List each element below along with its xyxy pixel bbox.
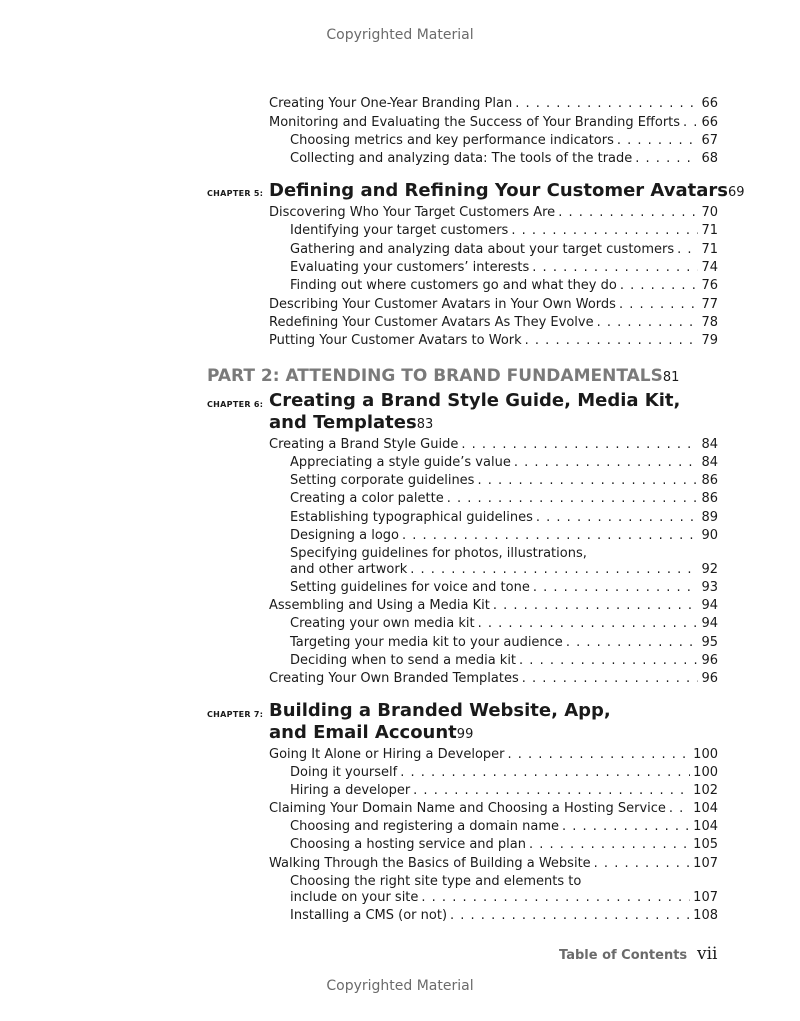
- toc-entry[interactable]: Going It Alone or Hiring a Developer . . . 100: [269, 746, 718, 764]
- toc-entry[interactable]: Redefining Your Customer Avatars As They Evolve . . . 78: [269, 314, 718, 332]
- toc-entry[interactable]: Deciding when to send a media kit . . . 96: [290, 652, 718, 670]
- toc-entry[interactable]: Installing a CMS (or not) . . . 108: [290, 907, 718, 925]
- toc-entry[interactable]: Appreciating a style guide’s value . . . 84: [290, 454, 718, 472]
- toc-entry[interactable]: [269, 95, 718, 113]
- chapter-page: 83: [416, 417, 434, 432]
- page-number: vii: [697, 944, 718, 964]
- entry-title: Collecting and analyzing data: The tools of the trade: [290, 151, 633, 166]
- toc-entry[interactable]: include on your site . . . 107: [290, 889, 718, 907]
- chapter-5-title[interactable]: Defining and Refining Your Customer Avatars 69: [269, 180, 718, 204]
- toc-entry[interactable]: [290, 132, 718, 150]
- chapter-7-title-line2[interactable]: and Email Account 99: [269, 722, 718, 746]
- dot-leader: [683, 114, 698, 132]
- chapter-6-title-line2[interactable]: and Templates 83: [269, 412, 718, 436]
- watermark-bottom: Copyrighted Material: [326, 978, 474, 994]
- toc-entry[interactable]: Targeting your media kit to your audience . . . 95: [290, 634, 718, 652]
- toc-entry-line1[interactable]: Choosing the right site type and elements to: [290, 874, 582, 889]
- chapter-6-label: CHAPTER 6:: [207, 400, 264, 409]
- toc-entry[interactable]: Gathering and analyzing data about your target customers . . . 71: [290, 241, 718, 259]
- chapter-page: 99: [456, 727, 474, 742]
- chapter-page: 69: [727, 185, 745, 200]
- entry-page: 67: [701, 133, 718, 148]
- dot-leader: [515, 95, 698, 113]
- toc-entry[interactable]: Discovering Who Your Target Customers Are . . . 70: [269, 204, 718, 222]
- part-2-heading[interactable]: PART 2: ATTENDING TO BRAND FUNDAMENTALS 81: [207, 366, 680, 386]
- toc-entry[interactable]: Claiming Your Domain Name and Choosing a Hosting Service . . . 104: [269, 800, 718, 818]
- dot-leader: [635, 150, 698, 168]
- toc-entry[interactable]: Evaluating your customers’ interests . . . 74: [290, 259, 718, 277]
- toc-entry[interactable]: Hiring a developer . . . 102: [290, 782, 718, 800]
- toc-entry[interactable]: Creating your own media kit . . . 94: [290, 615, 718, 633]
- chapter-5-label: CHAPTER 5:: [207, 189, 264, 198]
- toc-entry[interactable]: Putting Your Customer Avatars to Work . . . 79: [269, 332, 718, 350]
- toc-entry[interactable]: Setting guidelines for voice and tone . . . 93: [290, 579, 718, 597]
- toc-entry[interactable]: Walking Through the Basics of Building a Website . . . 107: [269, 855, 718, 873]
- toc-entry[interactable]: Designing a logo . . . 90: [290, 527, 718, 545]
- running-footer-label: Table of Contents: [559, 948, 688, 963]
- chapter-7-title-line1[interactable]: Building a Branded Website, App,: [269, 700, 611, 721]
- toc-entry[interactable]: Creating Your Own Branded Templates . . . 96: [269, 670, 718, 688]
- entry-title: Creating Your One-Year Branding Plan: [269, 96, 513, 111]
- toc-entry[interactable]: Describing Your Customer Avatars in Your Own Words . . . 77: [269, 296, 718, 314]
- entry-page: 66: [701, 96, 718, 111]
- watermark-top: Copyrighted Material: [326, 27, 474, 43]
- entry-title: Choosing metrics and key performance indicators: [290, 133, 614, 148]
- toc-entry-line1[interactable]: Specifying guidelines for photos, illustrations,: [290, 546, 587, 561]
- part-page: 81: [662, 370, 680, 385]
- toc-entry[interactable]: Setting corporate guidelines . . . 86: [290, 472, 718, 490]
- toc-entry[interactable]: Assembling and Using a Media Kit . . . 94: [269, 597, 718, 615]
- toc-entry[interactable]: and other artwork . . . 92: [290, 561, 718, 579]
- toc-entry[interactable]: Creating a color palette . . . 86: [290, 490, 718, 508]
- entry-page: 66: [701, 115, 718, 130]
- toc-entry[interactable]: Finding out where customers go and what they do . . . 76: [290, 277, 718, 295]
- toc-entry[interactable]: Establishing typographical guidelines . . . 89: [290, 509, 718, 527]
- chapter-7-label: CHAPTER 7:: [207, 710, 264, 719]
- toc-entry[interactable]: [269, 114, 718, 132]
- entry-page: 68: [701, 151, 718, 166]
- toc-entry[interactable]: Identifying your target customers . . . 71: [290, 222, 718, 240]
- toc-entry[interactable]: Doing it yourself . . . 100: [290, 764, 718, 782]
- dot-leader: [617, 132, 699, 150]
- toc-entry[interactable]: Choosing and registering a domain name . . . 104: [290, 818, 718, 836]
- toc-entry[interactable]: Creating a Brand Style Guide . . . 84: [269, 436, 718, 454]
- toc-entry[interactable]: [290, 150, 718, 168]
- toc-entry[interactable]: Choosing a hosting service and plan . . . 105: [290, 836, 718, 854]
- chapter-6-title-line1[interactable]: Creating a Brand Style Guide, Media Kit,: [269, 390, 681, 411]
- entry-title: Monitoring and Evaluating the Success of Your Branding Efforts: [269, 115, 681, 130]
